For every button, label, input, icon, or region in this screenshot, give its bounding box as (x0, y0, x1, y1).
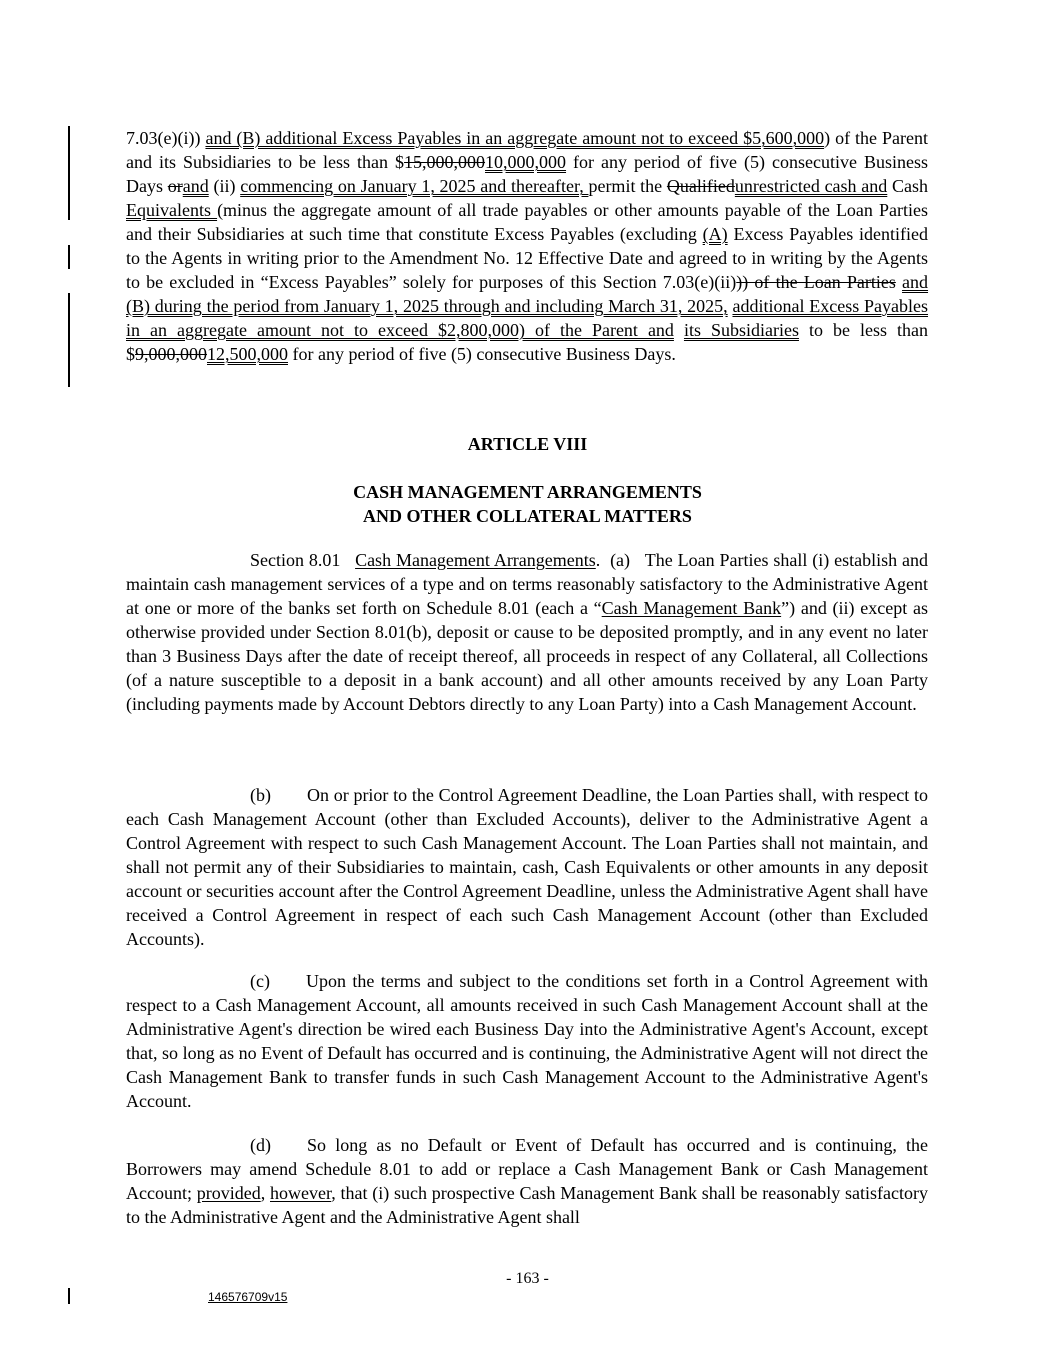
change-bar (68, 293, 70, 387)
article-number: ARTICLE VIII (467, 434, 588, 454)
defined-term: Cash Management Bank (601, 598, 782, 618)
change-bar (68, 1288, 70, 1304)
article-title-line-1: CASH MANAGEMENT ARRANGEMENTS (353, 482, 702, 502)
document-id: 146576709v15 (208, 1290, 288, 1304)
change-bar (68, 245, 70, 269)
section-8-01-b: (b) On or prior to the Control Agreement Deadline, the Loan Parties shall, with respect to each Cash Management Account (other than Excluded Accounts), deliver to the Administrative Agent a Control Agreement with respect to such Cash Management Account. The Loan Parties shall not maintain, and shall not permit any of their Subsidiaries to maintain, cash, Cash Equivalents or other amounts in any deposit account or securities account after the Control Agreement Deadline, unless the Administrative Agent shall have received a Control Agreement in respect of each such Cash Management Account (other than Excluded Accounts). (126, 785, 928, 949)
section-8-01-d: (d) So long as no Default or Event of Default has occurred and is continuing, the Borrowers may amend Schedule 8.01 to add or replace a Cash Management Bank or Cash Management Account; provided, however, that (i) such prospective Cash Management Bank shall be reasonably satisfactory to the Administrative Agent and the Administrative Agent shall (126, 1135, 928, 1227)
section-number: Section 8.01 (250, 550, 341, 570)
change-bar (68, 126, 70, 220)
section-8-01-c: (c) Upon the terms and subject to the conditions set forth in a Control Agreement with respect to a Cash Management Account, all amounts received in such Cash Management Account shall at the Administrative Agent's direction be wired each Business Day into the Administrative Agent's Account, except that, so long as no Event of Default has occurred and is continuing, the Administrative Agent will not direct the Cash Management Bank to transfer funds in such Cash Management Account to the Administrative Agent's Account. (126, 971, 928, 1111)
article-title-line-2: AND OTHER COLLATERAL MATTERS (363, 506, 692, 526)
section-8-01-a: Section 8.01 Cash Management Arrangements. (a) The Loan Parties shall (i) establish and maintain cash management services of a type and on terms reasonably satisfactory to the Administrative Agent at one or more of the banks set forth on Schedule 8.01 (each a “Cash Management Bank”) and (ii) except as otherwise provided under Section 8.01(b), deposit or cause to be deposited promptly, and in any event no later than 3 Business Days after the date of receipt thereof, all proceeds in respect of any Collateral, all Collections (of a nature susceptible to a deposit in a bank account) and all other amounts received by any Loan Party (including payments made by Account Debtors directly to any Loan Party) into a Cash Management Account. (126, 550, 928, 714)
section-7-03-e-continuation: 7.03(e)(i)) and (B) additional Excess Payables in an aggregate amount not to exceed $5,600,000) of the Parent and its Subsidiaries to be less than $15,000,00010,000,000 for any period of five (5) consecutive Business Days orand (ii) commencing on January 1, 2025 and thereafter, permit the Qualifiedunrestricted cash and Cash Equivalents (minus the aggregate amount of all trade payables or other amounts payable of the Loan Parties and their Subsidiaries at such time that constitute Excess Payables (excluding (A) Excess Payables identified to the Agents in writing prior to the Amendment No. 12 Effective Date and agreed to in writing by the Agents to be excluded in “Excess Payables” solely for purposes of this Section 7.03(e)(ii))) of the Loan Parties and (B) during the period from January 1, 2025 through and including March 31, 2025, additional Excess Payables in an aggregate amount not to exceed $2,800,000) of the Parent and its Subsidiaries to be less than $9,000,00012,500,000 for any period of five (5) consecutive Business Days. (126, 128, 929, 364)
page-number: - 163 - (506, 1270, 549, 1287)
section-heading: Cash Management Arrangements (355, 550, 596, 570)
